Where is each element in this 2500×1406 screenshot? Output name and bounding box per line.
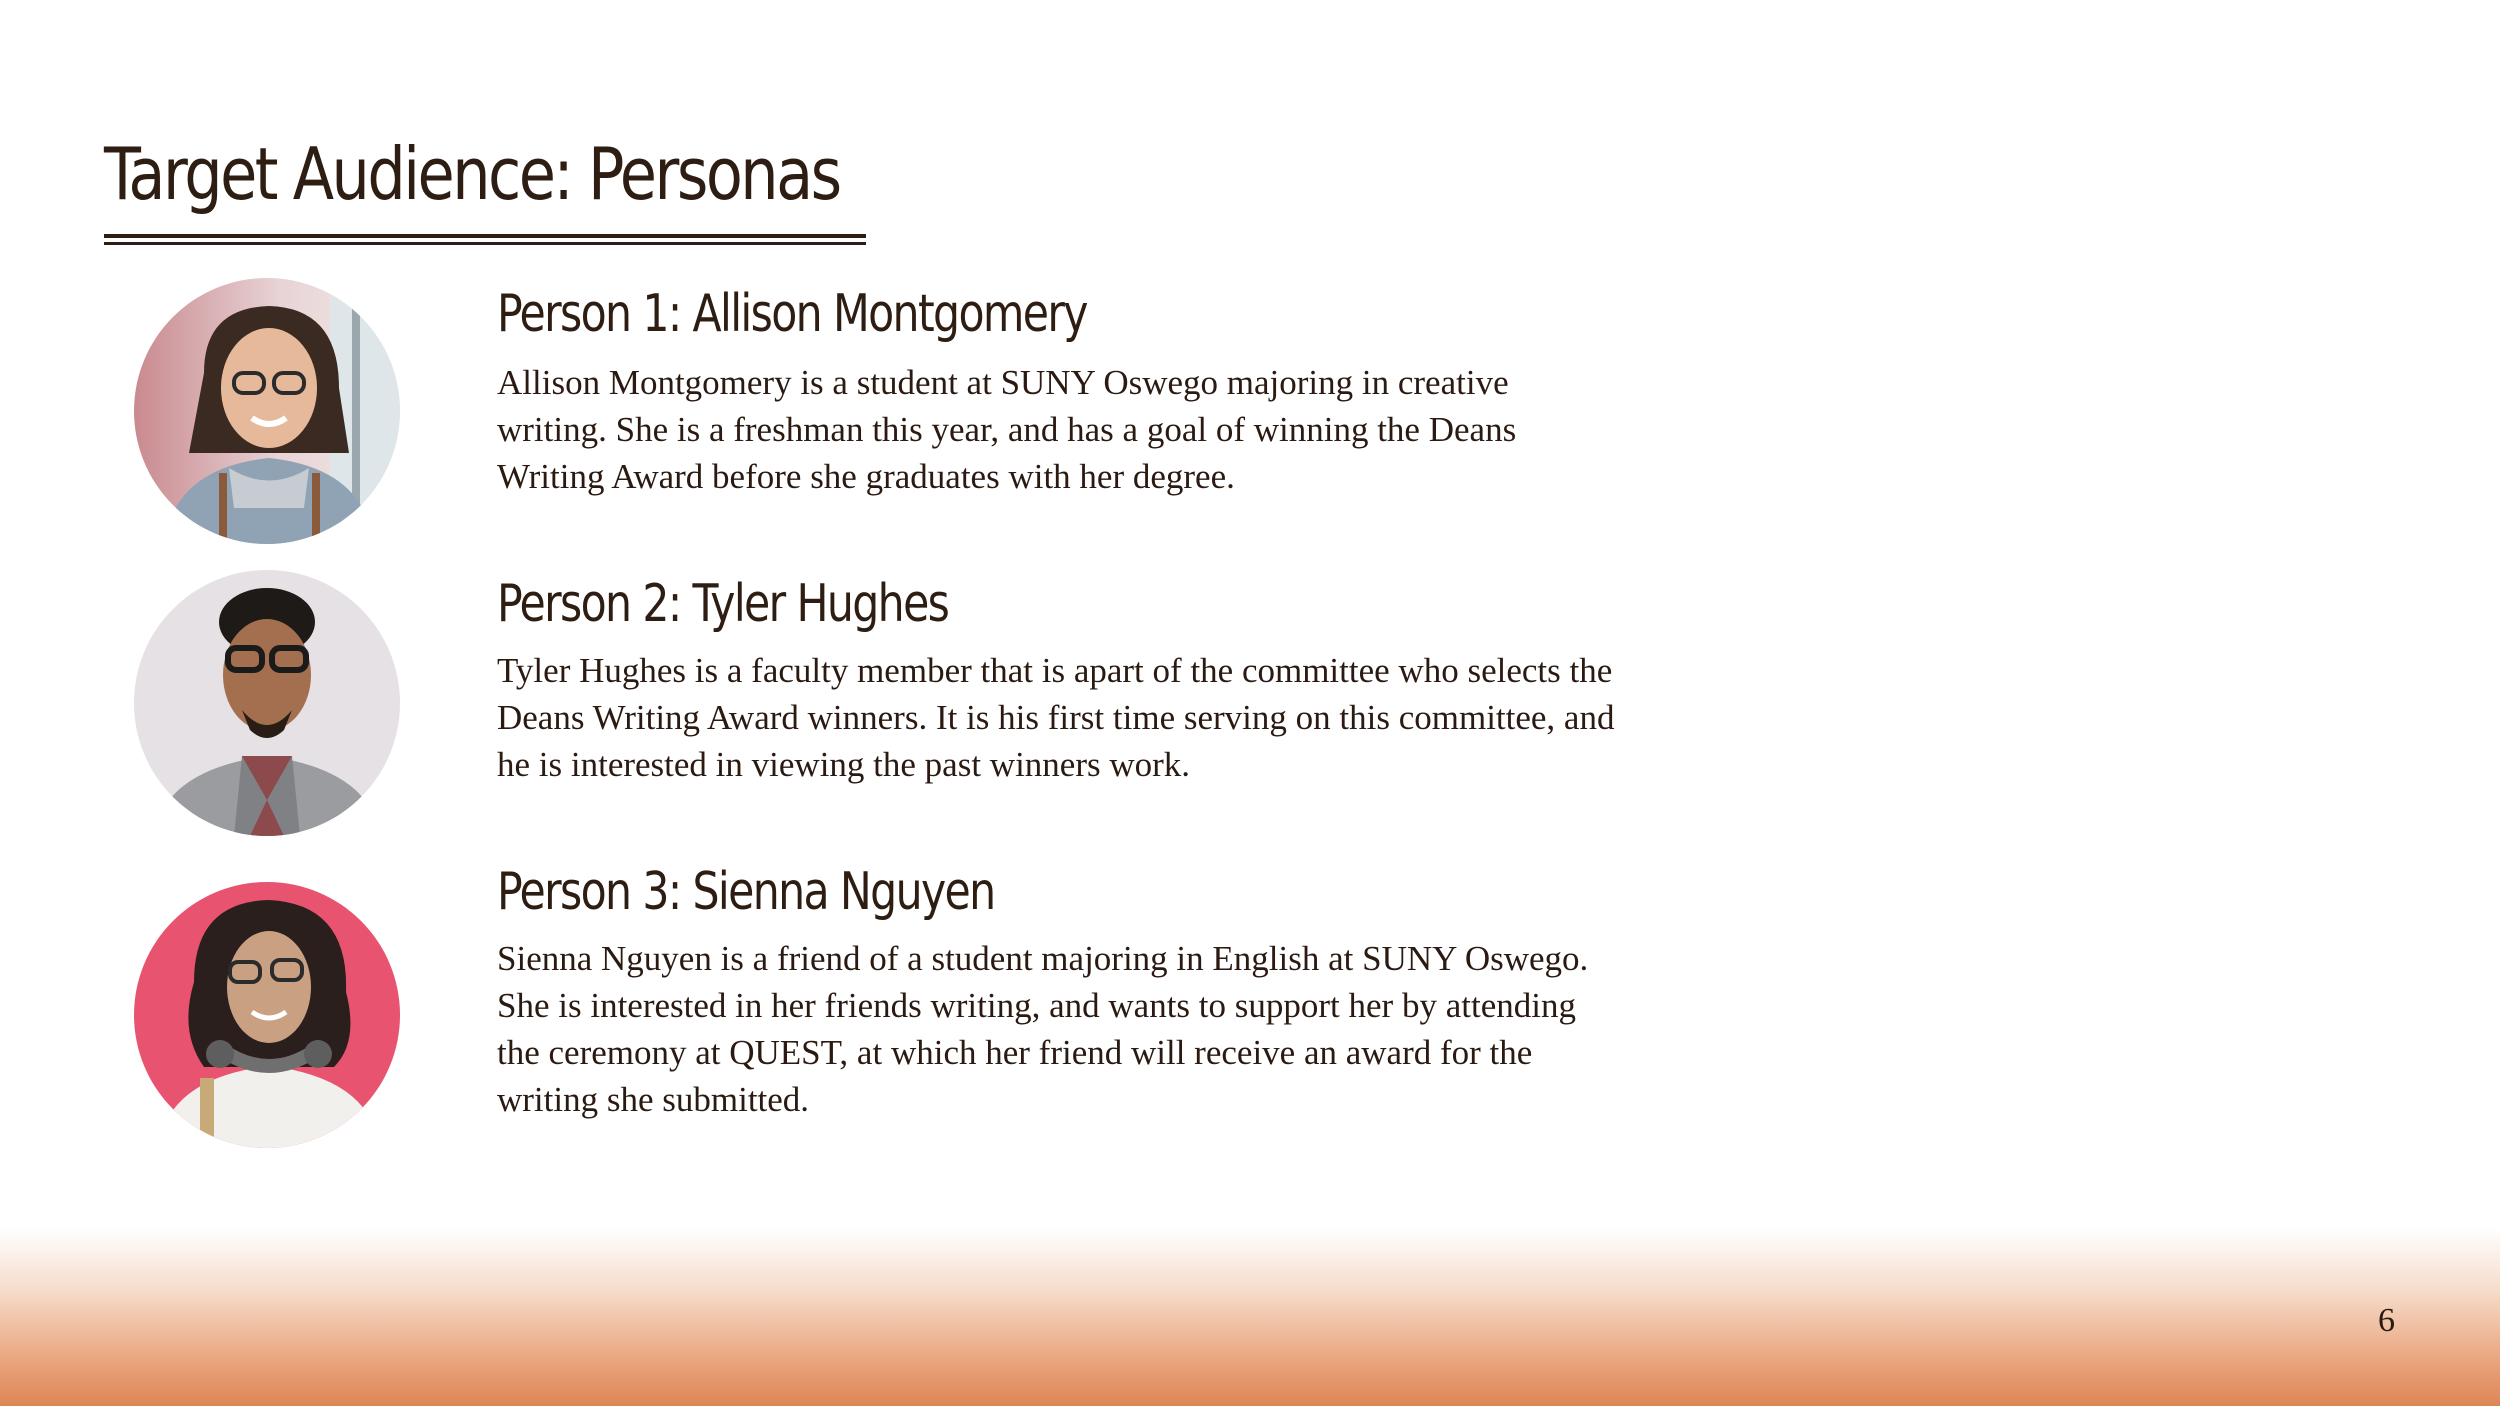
footer-gradient-band xyxy=(0,1228,2500,1406)
title-underline xyxy=(104,234,866,238)
persona-description: Allison Montgomery is a student at SUNY Oswego majoring in creative writing. She is a freshman this year, and has a goal of winning the Deans Writing Award before she graduates with her degree. xyxy=(497,363,1517,496)
persona-description: Tyler Hughes is a faculty member that is apart of the committee who selects the Deans Writing Award winners. It is his first time serving on this committee, and he is interested in viewing the past winners work. xyxy=(497,651,1615,784)
title-underline-secondary xyxy=(104,242,866,245)
sienna-photo xyxy=(134,882,400,1148)
persona-name: Person 2: Tyler Hughes xyxy=(497,574,949,634)
slide-title: Target Audience: Personas xyxy=(104,132,840,216)
page-number: 6 xyxy=(2378,1302,2395,1339)
persona-name: Person 1: Allison Montgomery xyxy=(497,284,1087,344)
allison-photo xyxy=(134,278,400,544)
persona-description: Sienna Nguyen is a friend of a student majoring in English at SUNY Oswego. She is interested in her friends writing, and wants to support her by attending the ceremony at QUEST, at which her friend will receive an award for the writing she submitted. xyxy=(497,939,1589,1119)
tyler-photo xyxy=(134,570,400,836)
persona-name: Person 3: Sienna Nguyen xyxy=(497,862,995,922)
